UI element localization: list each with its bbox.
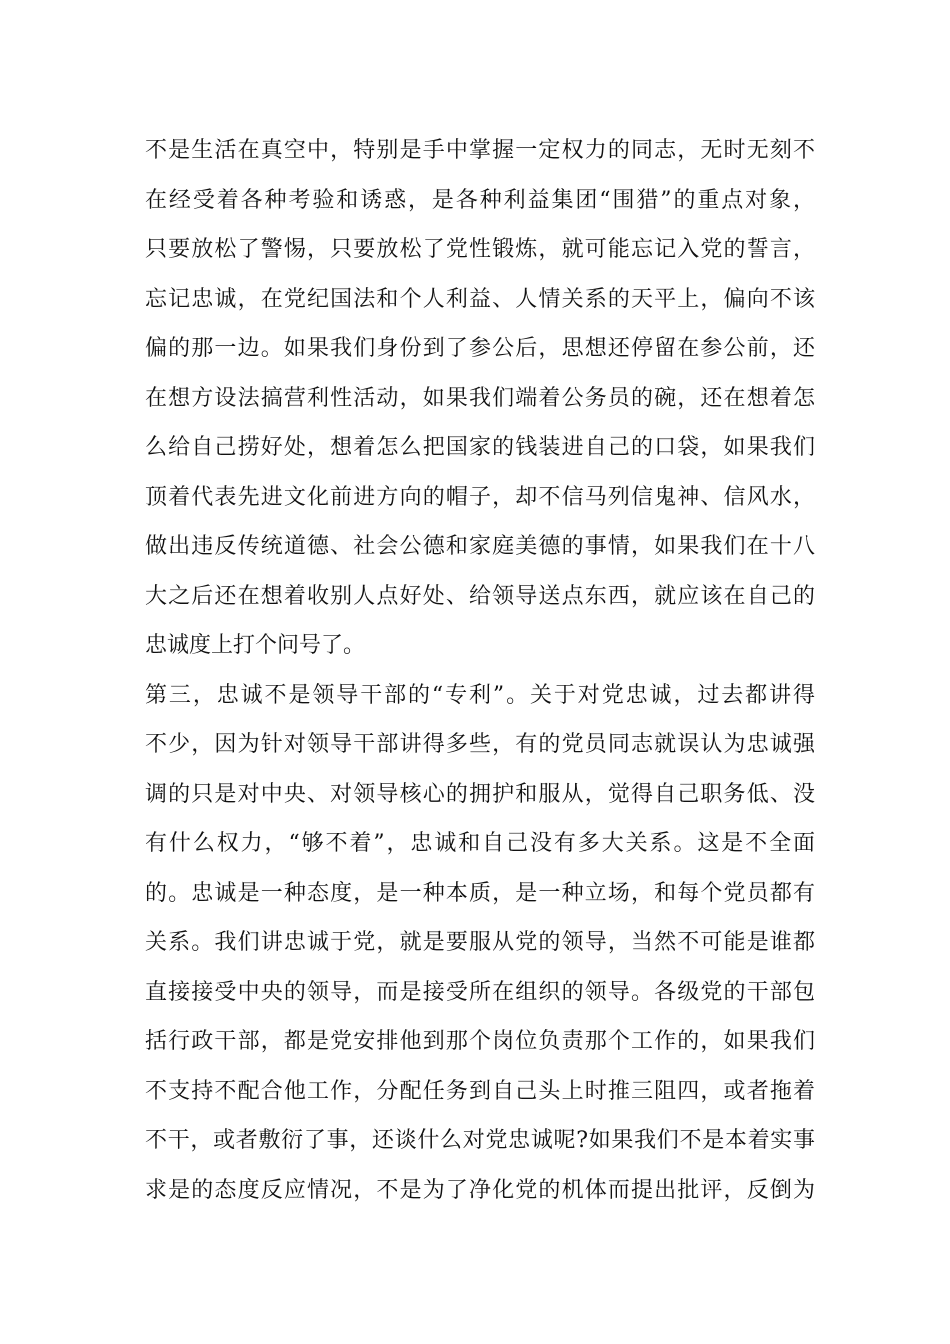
text-line: 调的只是对中央、对领导核心的拥护和服从，觉得自己职务低、没 (145, 781, 815, 807)
text-line: 关系。我们讲忠诚于党，就是要服从党的领导，当然不可能是谁都 (145, 930, 815, 955)
text-line: 在经受着各种考验和诱惑，是各种利益集团“围猎”的重点对象， (145, 187, 815, 213)
text-line: 忘记忠诚，在党纪国法和个人利益、人情关系的天平上，偏向不该 (145, 286, 815, 312)
text-line: 不支持不配合他工作，分配任务到自己头上时推三阻四，或者拖着 (145, 1078, 815, 1104)
text-line: 大之后还在想着收别人点好处、给领导送点东西，就应该在自己的 (145, 583, 815, 609)
text-line: 么给自己捞好处，想着怎么把国家的钱装进自己的口袋，如果我们 (145, 435, 815, 460)
text-line: 第三，忠诚不是领导干部的“专利”。关于对党忠诚，过去都讲得 (145, 682, 815, 708)
text-line: 偏的那一边。如果我们身份到了参公后，思想还停留在参公前，还 (145, 336, 815, 361)
text-line: 不干，或者敷衍了事，还谈什么对党忠诚呢?如果我们不是本着实事 (145, 1128, 815, 1153)
text-line: 直接接受中央的领导，而是接受所在组织的领导。各级党的干部包 (145, 979, 815, 1005)
text-line: 求是的态度反应情况，不是为了净化党的机体而提出批评，反倒为 (145, 1177, 815, 1203)
text-line: 在想方设法搞营利性活动，如果我们端着公务员的碗，还在想着怎 (145, 385, 815, 411)
text-line: 不少，因为针对领导干部讲得多些，有的党员同志就误认为忠诚强 (145, 732, 815, 757)
text-line: 括行政干部，都是党安排他到那个岗位负责那个工作的，如果我们 (145, 1029, 815, 1054)
text-line: 顶着代表先进文化前进方向的帽子，却不信马列信鬼神、信风水， (145, 484, 815, 510)
text-line: 不是生活在真空中，特别是手中掌握一定权力的同志，无时无刻不 (145, 138, 815, 163)
text-line: 的。忠诚是一种态度，是一种本质，是一种立场，和每个党员都有 (145, 880, 815, 906)
text-line: 有什么权力，“够不着”，忠诚和自己没有多大关系。这是不全面 (145, 831, 815, 856)
body-text (145, 126, 815, 1215)
text-line: 只要放松了警惕，只要放松了党性锻炼，就可能忘记入党的誓言， (145, 237, 815, 262)
text-line: 做出违反传统道德、社会公德和家庭美德的事情，如果我们在十八 (145, 534, 815, 559)
paragraph-end-line: 忠诚度上打个问号了。 (145, 633, 366, 658)
